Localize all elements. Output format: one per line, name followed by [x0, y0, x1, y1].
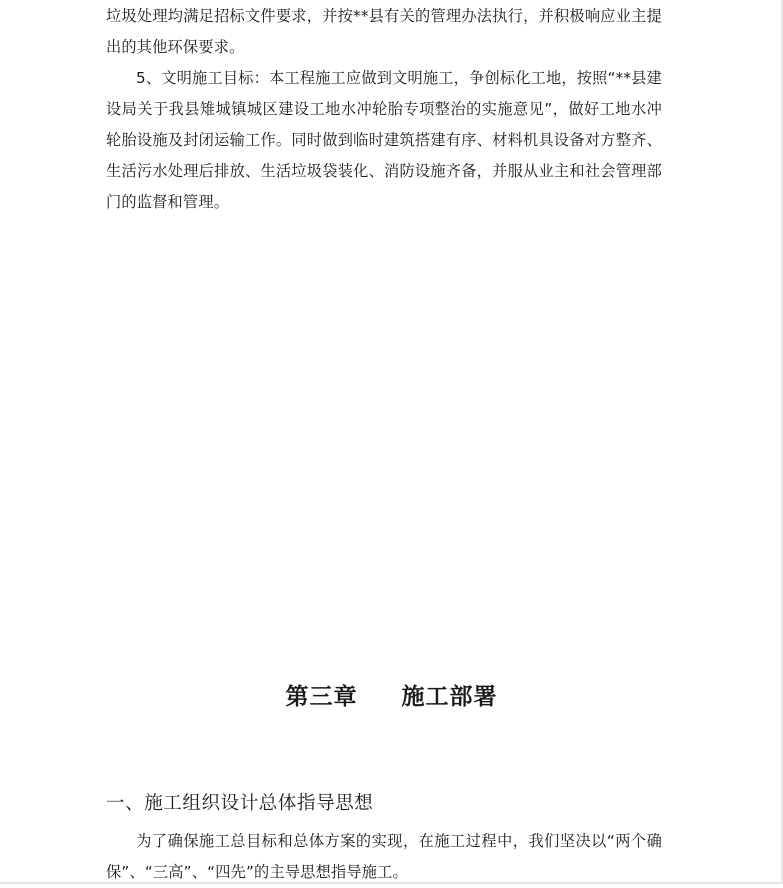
section-heading-guiding-ideology: 一、施工组织设计总体指导思想 [106, 793, 374, 814]
chapter-number: 第三章 [285, 683, 358, 710]
chapter-name: 施工部署 [401, 683, 498, 710]
chapter-title [0, 679, 783, 715]
paragraph-civilized-construction-text: 5、文明施工目标：本工程施工应做到文明施工，争创标化工地，按照“**县建设局关于我县雉城镇城区建设工地水冲轮胎专项整治的实施意见”，做好工地水冲轮胎设施及封闭运输工作。同时做到临时建筑搭建有序、材料机具设备对方整齐、生活污水处理后排放、生活垃圾袋装化、消防设施齐备，并服从业主和社会管理部门的监督和管理。 [106, 69, 662, 211]
paragraph-guiding-ideology-text: 为了确保施工总目标和总体方案的实现，在施工过程中，我们坚决以“两个确保”、“三高”、“四先”的主导思想指导施工。 [106, 832, 662, 881]
paragraph-environmental-requirements: 垃圾处理均满足招标文件要求，并按**县有关的管理办法执行，并积极响应业主提出的其他环保要求。 [106, 7, 662, 56]
paragraph-civilized-construction-goal [106, 63, 662, 218]
paragraph-guiding-ideology [106, 826, 662, 888]
